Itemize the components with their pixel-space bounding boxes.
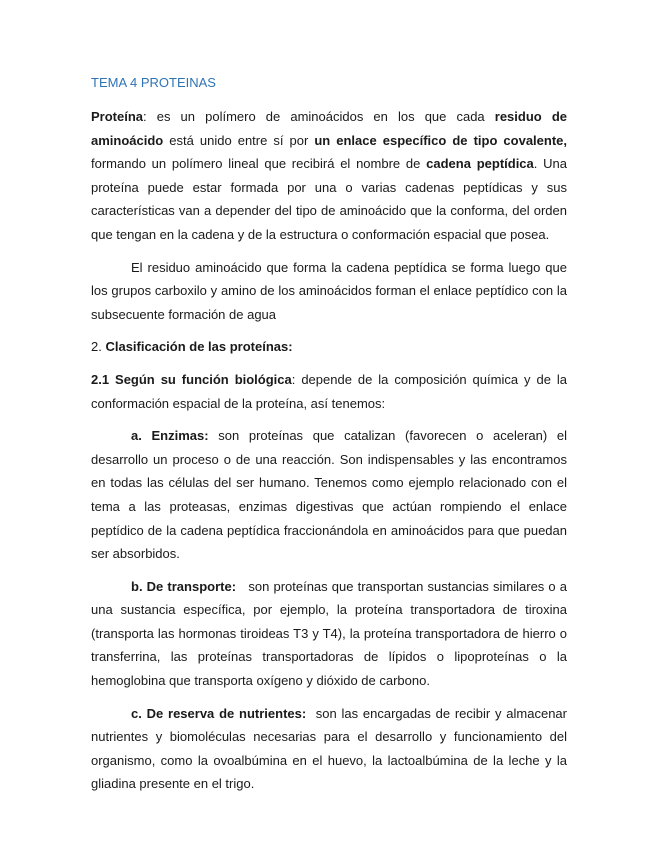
term-protein: Proteína	[91, 109, 144, 124]
term-amino-acid-residue: residuo de aminoácido	[91, 109, 567, 148]
paragraph-enzymes	[91, 424, 567, 566]
text-span: son proteínas que catalizan (favorecen o aceleran) el desarrollo un proceso o de una reacción. Son indispensables y las encontramos en todas las células del ser humano. Tenemos como ejemplo relacionado con el tema a las proteasas, enzimas digestivas que actúan rompiendo el enlace peptídico de la cadena peptídica fraccionándola en aminoácidos para que puedan ser absorbidos.	[91, 428, 567, 562]
item-heading-transport: b. De transporte:	[131, 578, 237, 594]
term-peptide-chain: cadena peptídica	[426, 156, 534, 172]
page-title: TEMA 4 PROTEINAS	[91, 75, 216, 90]
paragraph-biological-function	[91, 368, 567, 415]
text-span: formando un polímero lineal que recibirá el nombre de	[91, 156, 427, 172]
term-covalent-bond: un enlace específico de tipo covalente,	[314, 132, 568, 148]
text-span: está unido entre sí por	[163, 132, 315, 148]
text-span: son las encargadas de recibir y almacenar nutrientes y biomoléculas necesarias para el desarrollo y funcionamiento del organismo, como la ovoalbúmina en el huevo, la lactoalbúmina de la leche y la gliadina presente en el trigo.	[91, 705, 571, 792]
text-span: . Una proteína puede estar formada por una o varias cadenas peptídicas y sus características van a depender del tipo de aminoácido que la conforma, del orden que tengan en la cadena y de la estructura o conformación espacial que posea.	[91, 156, 568, 242]
paragraph-transport	[91, 575, 571, 693]
text-span: : es un polímero de aminoácidos en los que cada	[143, 109, 495, 124]
item-heading-enzymes: a. Enzimas:	[131, 428, 209, 444]
paragraph-reserve	[91, 702, 571, 796]
section-number: 2.	[91, 339, 106, 355]
paragraph-protein-definition	[91, 105, 567, 247]
text-span: son proteínas que transportan sustancias similares o a una sustancia específica, por ejemplo, la proteína transportadora de tiroxina (transporta las hormonas tiroideas T3 y T4), la proteína transportadora de hierro o transferrina, las proteínas transportadoras de lípidos o lipoproteínas o la hemoglobina que transporta oxígeno y dióxido de carbono.	[91, 578, 571, 689]
item-heading-reserve: c. De reserva de nutrientes:	[131, 705, 307, 721]
section-heading-classification	[91, 335, 567, 359]
section-heading-text: Clasificación de las proteínas:	[105, 339, 293, 355]
paragraph-amino-residue: El residuo aminoácido que forma la cadena peptídica se forma luego que los grupos carboxilo y amino de los aminoácidos forman el enlace peptídico con la subsecuente formación de agua	[91, 259, 567, 322]
text-span: : depende de la composición química y de la conformación espacial de la proteína, así tenemos:	[91, 371, 567, 411]
subsection-heading: 2.1 Según su función biológica	[91, 371, 292, 387]
